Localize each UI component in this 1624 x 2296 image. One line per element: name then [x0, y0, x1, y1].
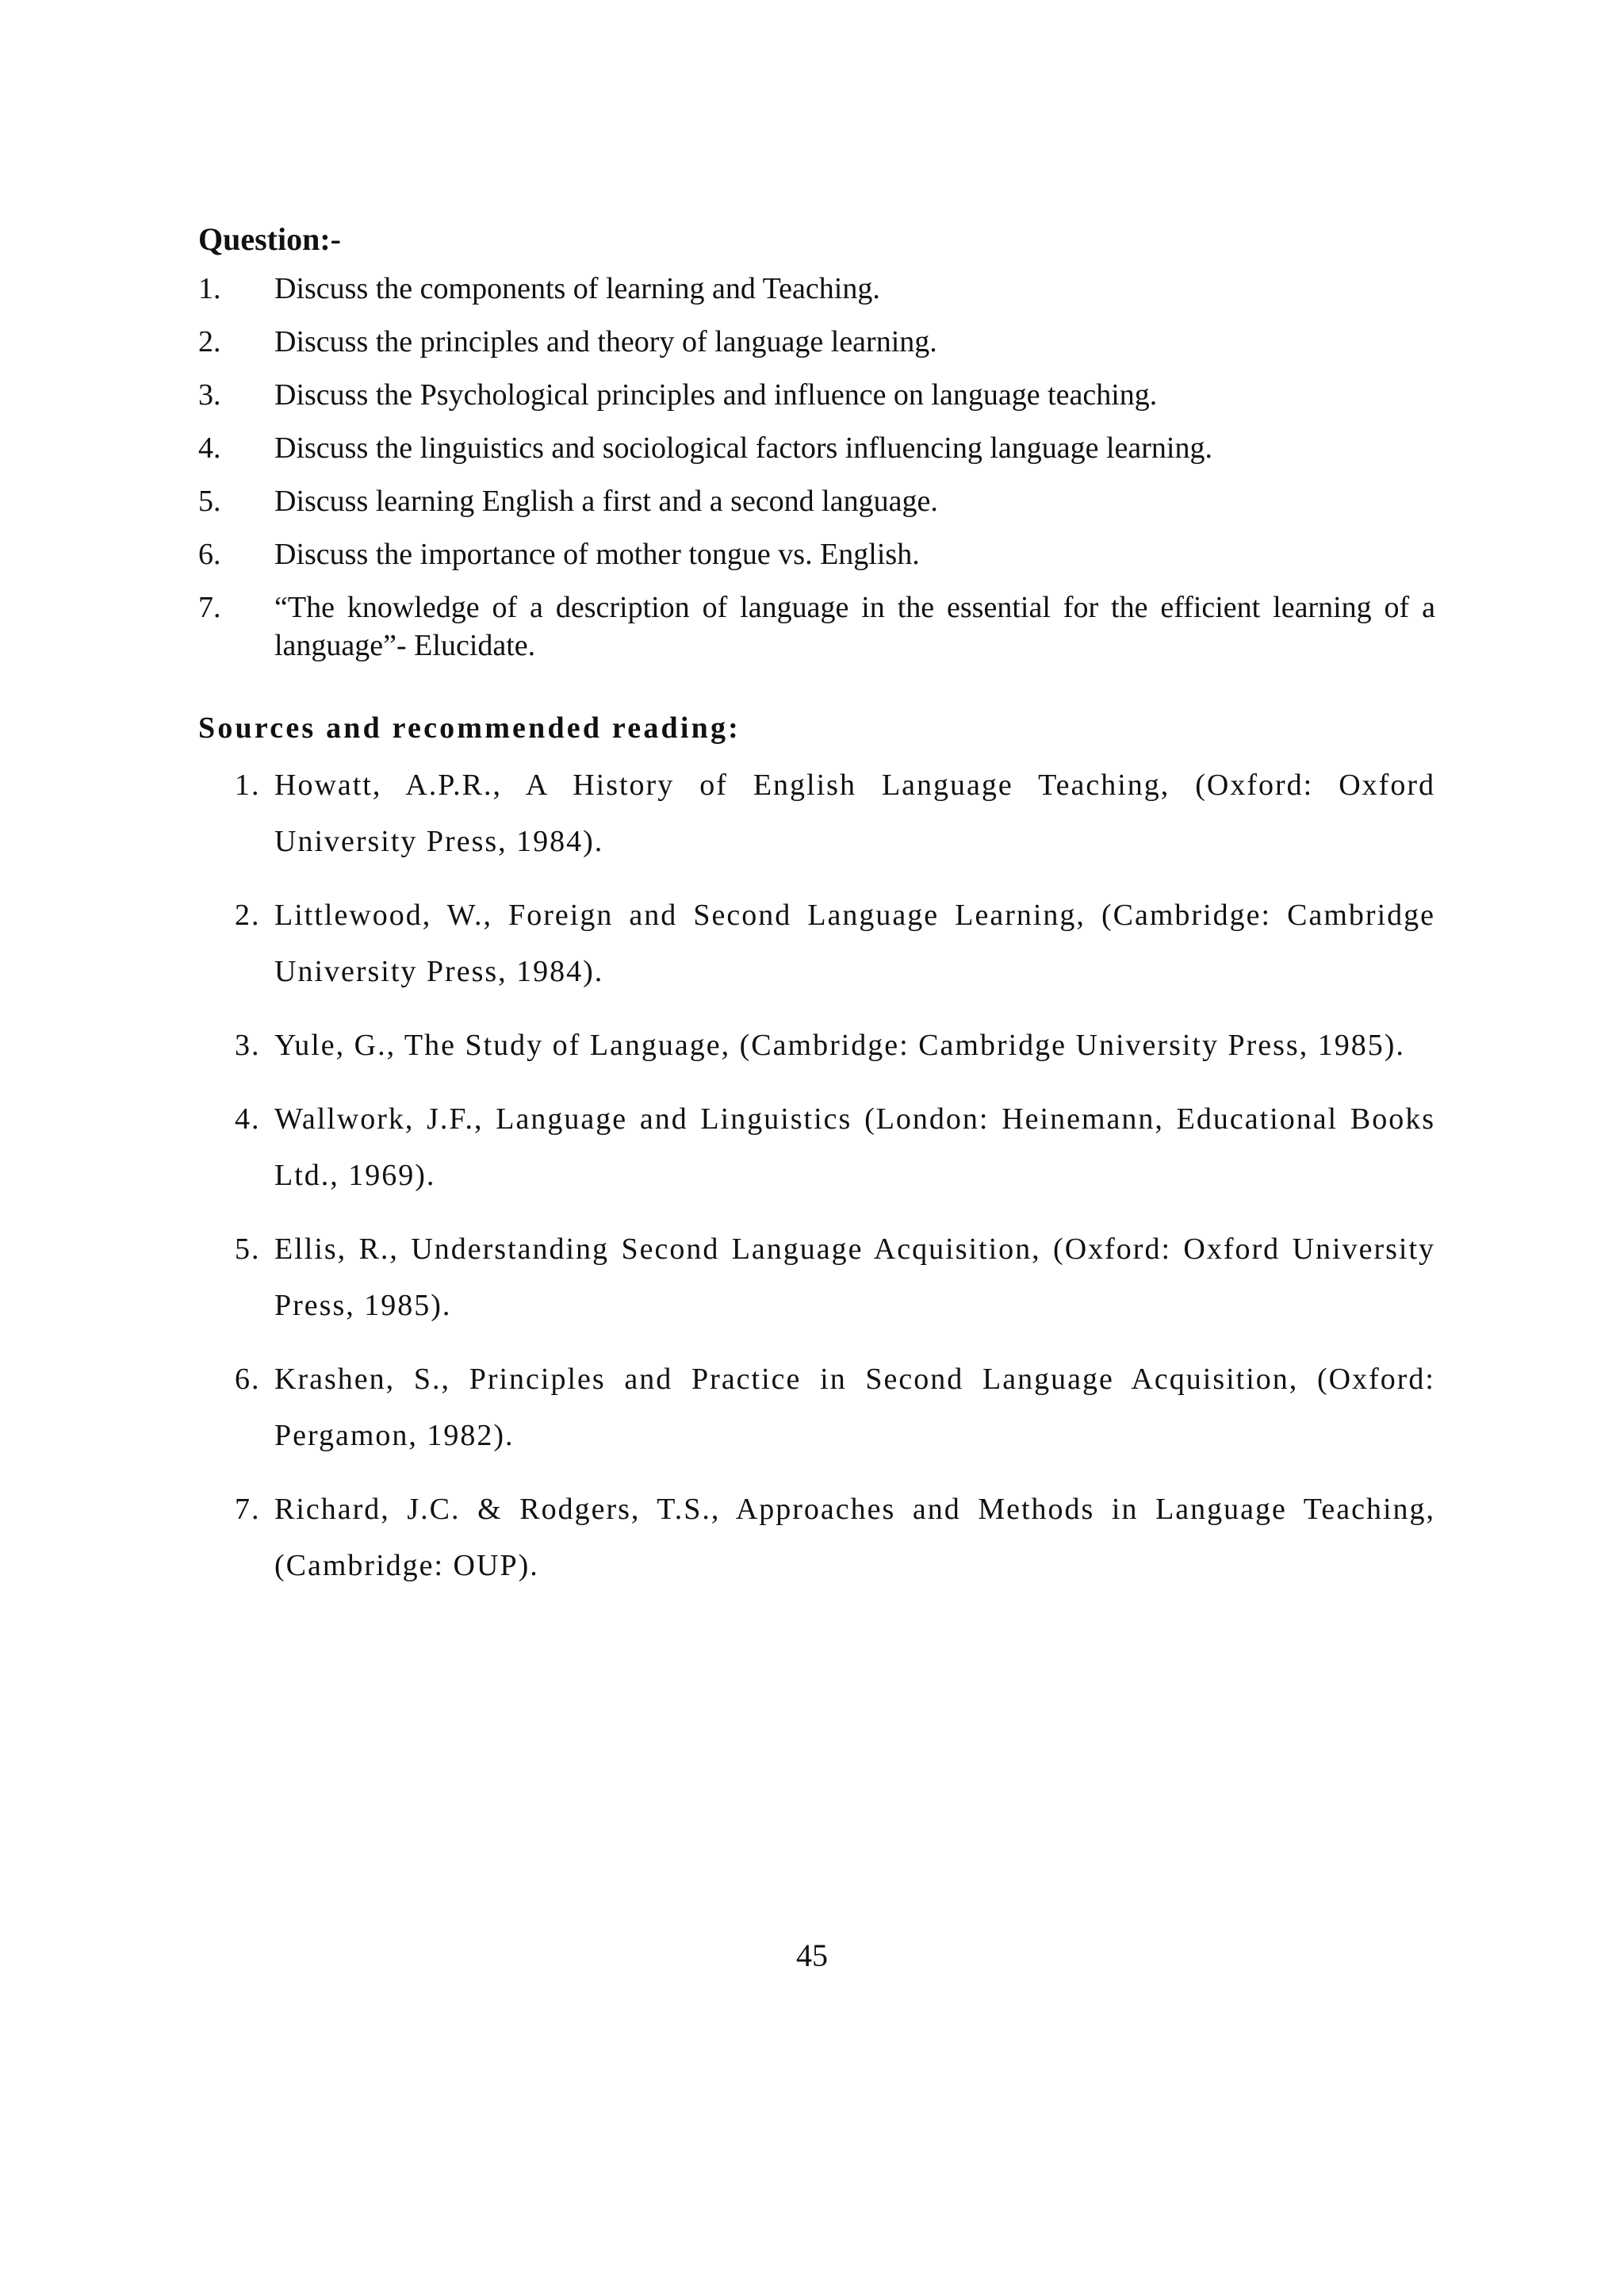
source-text: Ellis, R., Understanding Second Language Acquisition, (Oxford: Oxford University Press, 1985). [274, 1232, 1435, 1322]
question-text: Discuss the importance of mother tongue vs. English. [274, 538, 920, 571]
question-text: Discuss the Psychological principles and influence on language teaching. [274, 378, 1158, 412]
question-text: “The knowledge of a description of language in the essential for the efficient learning of a language”- Elucidate. [274, 591, 1435, 662]
source-text: Wallwork, J.F., Language and Linguistics (London: Heinemann, Educational Books Ltd., 1969). [274, 1102, 1435, 1192]
questions-heading: Question:- [198, 221, 341, 257]
source-text: Littlewood, W., Foreign and Second Language Learning, (Cambridge: Cambridge University Press, 1984). [274, 899, 1435, 988]
source-text: Krashen, S., Principles and Practice in Second Language Acquisition, (Oxford: Pergamon, 1982). [274, 1363, 1435, 1452]
question-text: Discuss the linguistics and sociological factors influencing language learning. [274, 431, 1212, 465]
page-number: 45 [796, 1938, 828, 1973]
source-item-7 [198, 1481, 1435, 1594]
question-number: 6. [198, 538, 221, 571]
question-number: 1. [198, 272, 221, 305]
question-item-5 [198, 482, 1435, 520]
source-text: Yule, G., The Study of Language, (Cambridge: Cambridge University Press, 1985). [274, 1029, 1405, 1062]
question-item-3 [198, 376, 1435, 414]
source-item-5 [198, 1221, 1435, 1334]
source-item-6 [198, 1351, 1435, 1464]
source-number: 4. [235, 1102, 261, 1136]
source-number: 6. [235, 1363, 261, 1396]
source-number: 5. [235, 1232, 261, 1266]
question-item-1 [198, 270, 1435, 308]
question-item-7 [198, 588, 1435, 665]
question-item-4 [198, 429, 1435, 467]
question-item-6 [198, 535, 1435, 573]
question-item-2 [198, 323, 1435, 361]
sources-list [198, 757, 1435, 1612]
question-number: 2. [198, 325, 221, 358]
question-number: 7. [198, 591, 221, 624]
question-text: Discuss the principles and theory of language learning. [274, 325, 937, 358]
question-number: 5. [198, 485, 221, 518]
source-number: 3. [235, 1029, 261, 1062]
source-item-4 [198, 1091, 1435, 1204]
question-text: Discuss learning English a first and a second language. [274, 485, 938, 518]
question-number: 4. [198, 431, 221, 465]
source-item-2 [198, 887, 1435, 1000]
source-item-1 [198, 757, 1435, 870]
questions-list [198, 270, 1435, 680]
question-number: 3. [198, 378, 221, 412]
sources-heading: Sources and recommended reading: [198, 711, 741, 745]
source-number: 1. [235, 769, 261, 802]
source-text: Howatt, A.P.R., A History of English Language Teaching, (Oxford: Oxford University Press, 1984). [274, 769, 1435, 858]
source-item-3 [198, 1018, 1435, 1074]
source-number: 2. [235, 899, 261, 932]
source-number: 7. [235, 1493, 261, 1526]
question-text: Discuss the components of learning and Teaching. [274, 272, 880, 305]
source-text: Richard, J.C. & Rodgers, T.S., Approaches and Methods in Language Teaching, (Cambridge: OUP). [274, 1493, 1435, 1582]
